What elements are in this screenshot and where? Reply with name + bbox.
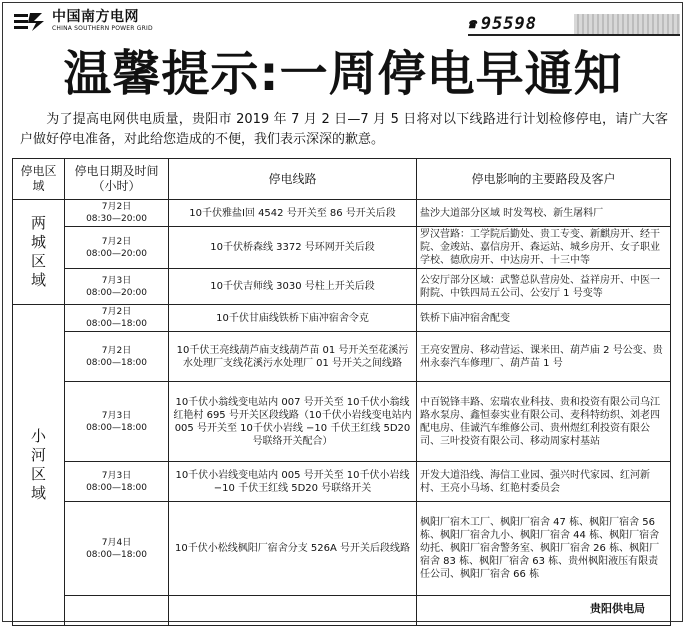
outage-time: 08:00—18:00 <box>86 422 147 433</box>
outage-date: 7月2日 <box>101 236 132 247</box>
table-body <box>13 200 671 626</box>
table-row <box>13 305 671 332</box>
impact-cell: 枫阳厂宿木工厂、枫阳厂宿舍 47 栋、枫阳厂宿舍 56 栋、枫阳厂宿舍九小、枫阳厂宿舍 44 栋、枫阳厂宿舍幼托、枫阳厂宿舍警务室、枫阳厂宿舍 26 栋、枫阳厂宿舍 83 栋、枫阳厂宿舍 63 栋、贵州枫阳液压有限责任公司、枫阳厂宿舍 66 栋 <box>417 502 671 596</box>
route-cell: 10千伏王亮线葫芦庙支线葫芦苗 01 号开关至花溪污水处理厂支线花溪污水处理厂 01 号开关之间线路 <box>169 332 417 382</box>
route-cell: 10千伏小岩线变电站内 005 号开关至 10千伏小岩线 −10 千伏王红线 5D20 号联络开关 <box>169 462 417 502</box>
logo-english-name: CHINA SOUTHERN POWER GRID <box>52 25 153 32</box>
outage-date: 7月2日 <box>101 202 132 212</box>
power-grid-logo-icon <box>12 10 48 32</box>
outage-time: 08:00—20:00 <box>86 287 147 298</box>
outage-date: 7月3日 <box>101 275 132 286</box>
time-cell <box>65 502 169 596</box>
issuer: 贵阳供电局 <box>590 602 645 615</box>
outage-time: 08:30—20:00 <box>86 214 147 224</box>
impact-cell: 中百锐锋丰路、宏瑞农业科技、贵和投资有限公司乌江路水泵房、鑫恒泰实业有限公司、麦科特纺织、刘老四配电房、佳诚汽车维修公司、贵州煜红利投资有限公司、三叶投资有限公司、移动周家村基站 <box>417 382 671 462</box>
table-row <box>13 227 671 269</box>
header-impact: 停电影响的主要路段及客户 <box>417 159 671 200</box>
impact-cell: 盐沙大道部分区域 时发驾校、新生屠料厂 <box>417 200 671 227</box>
outage-date: 7月4日 <box>101 537 132 548</box>
header-route: 停电线路 <box>169 159 417 200</box>
route-cell: 10千伏小松线枫阳厂宿舍分支 526A 号开关后段线路 <box>169 502 417 596</box>
route-cell: 10千伏甘庙线铁桥下庙冲宿舍令克 <box>169 305 417 332</box>
route-cell: 10千伏雅盐Ⅰ回 4542 号开关至 86 号开关后段 <box>169 200 417 227</box>
route-cell: 10千伏吉师线 3030 号柱上开关后段 <box>169 269 417 305</box>
hotline-underline <box>468 34 680 36</box>
logo-chinese-name: 中国南方电网 <box>52 9 139 25</box>
company-logo <box>12 10 153 32</box>
time-cell <box>65 305 169 332</box>
table-row <box>13 462 671 502</box>
outage-date: 7月3日 <box>101 410 132 421</box>
table-row <box>13 382 671 462</box>
time-cell <box>65 200 169 227</box>
outage-time: 08:00—18:00 <box>86 549 147 560</box>
route-cell <box>169 596 417 626</box>
table-row <box>13 502 671 596</box>
outage-date: 7月2日 <box>101 307 132 317</box>
impact-cell: 开发大道沿线、海信工业园、强兴时代家园、红河新村、王亮小马场、红艳村委员会 <box>417 462 671 502</box>
hotline-pattern <box>574 14 680 34</box>
outage-table <box>12 158 671 626</box>
service-hotline <box>468 14 537 34</box>
intro-text: 为了提高电网供电质量，贵阳市 2019 年 7 月 2 日—7 月 5 日将对以下线路进行计划检修停电，请广大客户做好停电准备，对此给您造成的不便，我们表示深深的歉意。 <box>20 112 668 147</box>
area-cell <box>13 305 65 626</box>
impact-cell: 铁桥下庙冲宿舍配变 <box>417 305 671 332</box>
table-row <box>13 269 671 305</box>
table-row <box>13 596 671 626</box>
table-row <box>13 332 671 382</box>
impact-cell: 王亮安置房、移动营运、课米田、葫芦庙 2 号公变、贵州永泰汽车修理厂、葫芦苗 1 号 <box>417 332 671 382</box>
outage-time: 08:00—18:00 <box>86 482 147 493</box>
table-header-row <box>13 159 671 200</box>
time-cell <box>65 382 169 462</box>
area-cell <box>13 200 65 305</box>
time-cell <box>65 269 169 305</box>
impact-cell: 罗汉营路：工学院后勤处、贵工专变、新麒房开、经干院、金竣站、嘉信房开、森运站、城乡房开、女子职业学校、德欣房开、中达房开、十三中等 <box>417 227 671 269</box>
time-cell <box>65 227 169 269</box>
route-cell: 10千伏小翁线变电站内 007 号开关至 10千伏小翁线红艳村 695 号开关区段线路（10千伏小岩线变电站内 005 号开关至 10千伏小岩线 −10 千伏王红线 5D20 号联络开关配合） <box>169 382 417 462</box>
header-time: 停电日期及时间（小时） <box>65 159 169 200</box>
notice-title: 温馨提示:一周停电早通知 <box>63 46 623 102</box>
hotline-number: 95598 <box>480 14 538 34</box>
outage-time: 08:00—18:00 <box>86 357 147 368</box>
intro-paragraph <box>20 110 668 150</box>
outage-time: 08:00—18:00 <box>86 319 147 329</box>
outage-date: 7月2日 <box>101 345 132 356</box>
area-name: 小 河 区 域 <box>30 427 46 502</box>
area-name: 两 城 区 域 <box>30 214 46 289</box>
time-cell <box>65 332 169 382</box>
route-cell: 10千伏桥森线 3372 号环网开关后段 <box>169 227 417 269</box>
outage-time: 08:00—20:00 <box>86 248 147 259</box>
time-cell <box>65 596 169 626</box>
time-cell <box>65 462 169 502</box>
telephone-icon: ☎ <box>468 16 477 32</box>
header-area: 停电区域 <box>13 159 65 200</box>
impact-cell: 公安厅部分区域：武警总队营房处、益祥房开、中医一附院、中铁四局五公司、公安厅 1 号变等 <box>417 269 671 305</box>
table-row <box>13 200 671 227</box>
outage-date: 7月3日 <box>101 470 132 481</box>
